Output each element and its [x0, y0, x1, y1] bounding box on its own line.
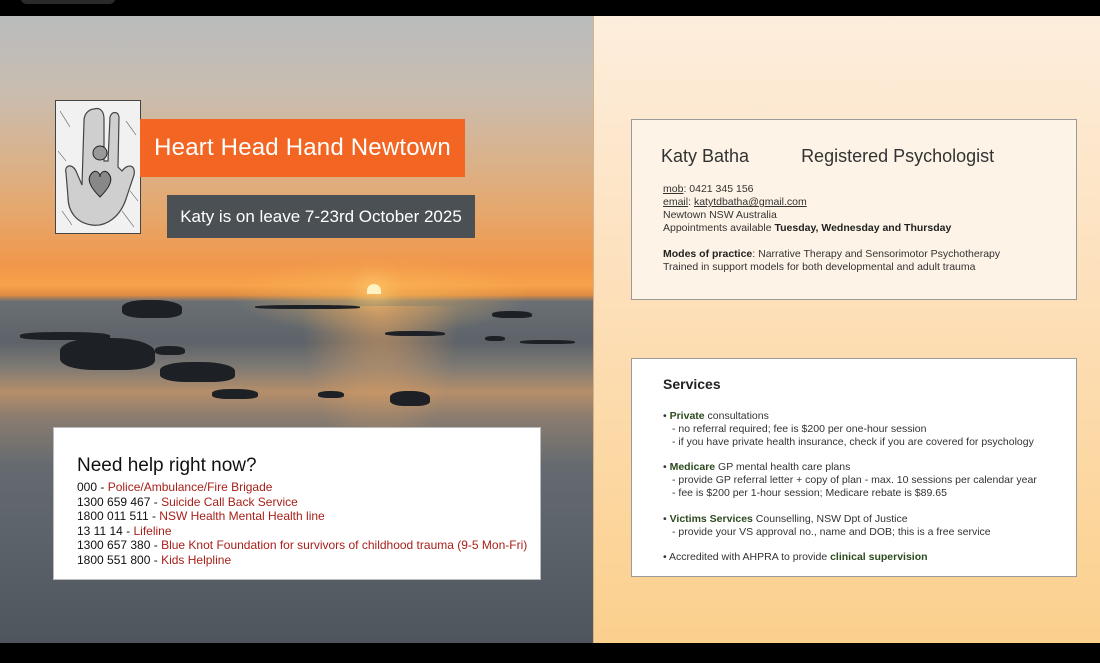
rock [155, 346, 185, 355]
service-victims-text: Counselling, NSW Dpt of Justice [752, 512, 908, 525]
rock [520, 340, 575, 344]
mobile-label: mob [663, 183, 684, 195]
profile-card [631, 119, 1077, 300]
profile-header [661, 146, 994, 167]
email-line [663, 196, 1000, 209]
location: Newtown NSW Australia [663, 209, 777, 221]
service-supervision [663, 551, 1037, 564]
training-line: Trained in support models for both developmental and adult trauma [663, 261, 976, 273]
help-separator: - [150, 552, 162, 567]
site-title: Heart Head Hand Newtown [154, 134, 451, 161]
modes-value: : Narrative Therapy and Sensorimotor Psychotherapy [752, 248, 1001, 260]
service-detail: - provide your VS approval no., name and DOB; this is a free service [672, 525, 991, 538]
service-medicare-label: Medicare [669, 461, 716, 474]
rock [485, 336, 505, 341]
service-detail: - if you have private health insurance, check if you are covered for psychology [672, 435, 1034, 448]
service-private-text: consultations [704, 410, 769, 422]
help-line [77, 538, 540, 553]
help-separator: - [150, 494, 162, 509]
service-detail: - fee is $200 per 1-hour session; Medicare rebate is $89.65 [672, 486, 947, 499]
emergency-help-card [53, 427, 541, 580]
modes-line [663, 248, 1000, 261]
rock [60, 338, 155, 370]
help-line [77, 553, 540, 568]
service-medicare [663, 461, 1037, 474]
leave-notice: Katy is on leave 7-23rd October 2025 [180, 206, 462, 226]
rock [492, 311, 532, 318]
help-line [77, 495, 540, 510]
contact-details [663, 183, 1000, 274]
help-separator: - [97, 480, 108, 494]
help-line [77, 509, 540, 524]
help-separator: - [148, 509, 160, 524]
help-service-label[interactable]: Kids Helpline [161, 552, 232, 567]
service-private-label: Private [669, 410, 705, 422]
spacer [663, 538, 1037, 551]
help-service-label[interactable]: Police/Ambulance/Fire Brigade [107, 480, 273, 494]
help-number: 13 11 14 [77, 523, 123, 538]
bullet: • [663, 461, 670, 474]
services-heading: Services [663, 376, 721, 392]
email-link[interactable]: katytdbatha@gmail.com [693, 196, 807, 208]
appointments-prefix: Appointments available [663, 222, 775, 234]
rock [212, 389, 258, 399]
help-service-label[interactable]: NSW Health Mental Health line [159, 509, 325, 524]
help-number: 1300 659 467 [77, 494, 151, 509]
service-private [663, 410, 1037, 423]
practitioner-name: Katy Batha [661, 146, 750, 166]
sun [367, 284, 381, 294]
modes-label: Modes of practice [663, 248, 753, 260]
service-victims [663, 513, 1037, 526]
rock [122, 300, 182, 318]
window-handle [20, 0, 116, 4]
help-line [77, 480, 540, 495]
rock [385, 331, 445, 336]
service-supervision-label: clinical supervision [830, 551, 928, 564]
email-separator: : [688, 196, 694, 208]
help-number: 1300 657 380 [77, 538, 151, 553]
window-bottom-bar [0, 643, 1100, 663]
bullet: • [663, 512, 670, 525]
spacer [663, 500, 1037, 513]
help-service-label[interactable]: Blue Knot Foundation for survivors of childhood trauma (9-5 Mon-Fri) [161, 538, 528, 553]
rock [390, 391, 430, 406]
help-number: 1800 551 800 [77, 552, 151, 567]
help-number: 000 [77, 480, 98, 494]
mobile-line [663, 183, 1000, 196]
service-detail: - provide GP referral letter + copy of plan - max. 10 sessions per calendar year [672, 474, 1037, 487]
mobile-number[interactable]: : 0421 345 156 [683, 183, 754, 195]
help-separator: - [150, 538, 162, 553]
site-title-banner [140, 119, 465, 177]
practitioner-role: Registered Psychologist [801, 146, 995, 166]
service-medicare-text: GP mental health care plans [715, 461, 851, 474]
email-label: email [663, 196, 689, 208]
hand-heart-logo-icon [55, 100, 141, 234]
rock [255, 305, 360, 309]
window-top-bar [0, 0, 1100, 16]
service-supervision-text: • Accredited with AHPRA to provide [663, 551, 831, 564]
help-number: 1800 011 511 [77, 509, 149, 524]
services-list [663, 410, 1037, 564]
services-card [631, 358, 1077, 577]
help-separator: - [122, 523, 134, 538]
help-heading: Need help right now? [77, 455, 257, 476]
help-service-label[interactable]: Suicide Call Back Service [161, 494, 298, 509]
bullet: • [663, 410, 670, 422]
leave-notice-banner [167, 195, 475, 238]
spacer [663, 235, 1000, 248]
appointments-line [663, 222, 1000, 235]
rock [318, 391, 344, 398]
help-service-label[interactable]: Lifeline [133, 523, 172, 538]
appointments-days: Tuesday, Wednesday and Thursday [774, 222, 952, 234]
hand-heart-logo-icon [56, 101, 140, 233]
rock [160, 362, 235, 382]
service-detail: - no referral required; fee is $200 per one-hour session [672, 422, 927, 435]
service-victims-label: Victims Services [669, 512, 753, 525]
spacer [663, 448, 1037, 461]
help-line [77, 524, 540, 539]
